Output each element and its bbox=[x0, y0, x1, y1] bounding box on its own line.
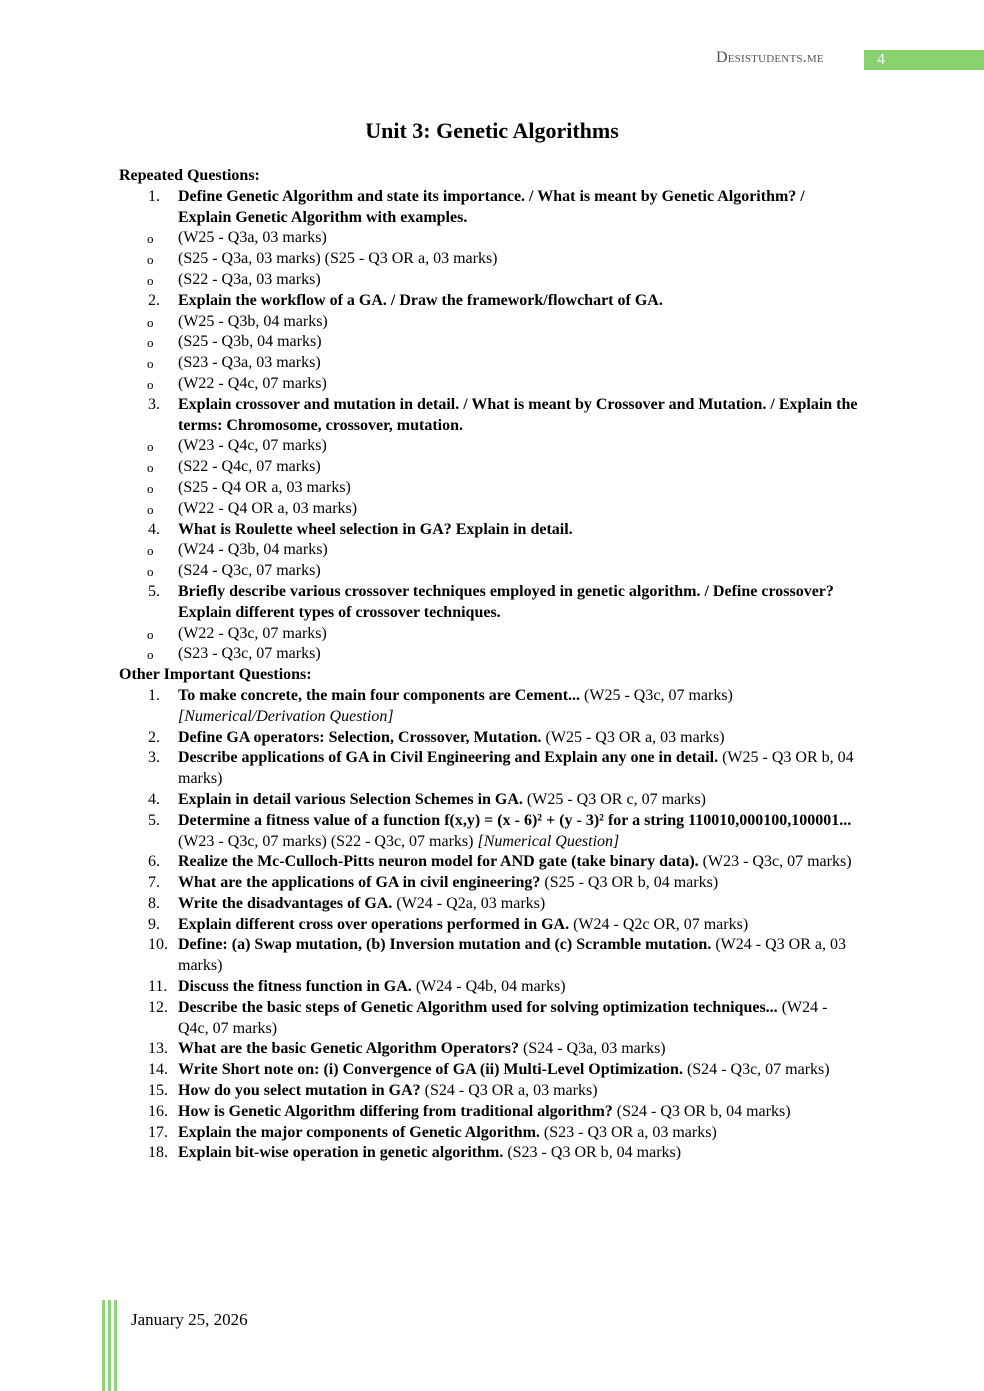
exam-reference: (W24 - Q4c, 07 marks) bbox=[178, 998, 828, 1037]
exam-reference bbox=[119, 312, 859, 333]
exam-reference: (W25 - Q3 OR a, 03 marks) bbox=[545, 728, 725, 746]
footer-bar bbox=[108, 1300, 111, 1391]
repeated-question-item bbox=[119, 395, 859, 437]
page-number-badge: 4 bbox=[864, 50, 984, 70]
circle-bullet-icon: o bbox=[147, 252, 154, 268]
circle-bullet-icon: o bbox=[147, 460, 154, 476]
question-text: Explain crossover and mutation in detail. / What is meant by Crossover and Mutation. / Explain the terms: Chromosome, crossover, mutation. bbox=[178, 395, 858, 434]
other-question-item bbox=[119, 935, 859, 977]
question-number: 12. bbox=[148, 998, 168, 1016]
question-type-note: [Numerical Question] bbox=[477, 832, 620, 850]
question-text: Explain the workflow of a GA. / Draw the framework/flowchart of GA. bbox=[178, 291, 663, 309]
other-question-item bbox=[119, 915, 859, 936]
question-text: To make concrete, the main four components are Cement... bbox=[178, 686, 581, 704]
other-question-item bbox=[119, 894, 859, 915]
question-text: Briefly describe various crossover techniques employed in genetic algorithm. / Define crossover? Explain different types of crossover techniques. bbox=[178, 582, 834, 621]
question-number: 3. bbox=[148, 749, 160, 767]
question-text: Define: (a) Swap mutation, (b) Inversion mutation and (c) Scramble mutation. bbox=[178, 936, 712, 954]
other-questions-list bbox=[119, 686, 859, 1164]
question-number: 2. bbox=[148, 728, 160, 746]
footer-bar bbox=[114, 1300, 117, 1391]
exam-reference: (W24 - Q3 OR a, 03 marks) bbox=[178, 936, 846, 975]
circle-bullet-icon: o bbox=[147, 564, 154, 580]
exam-reference: (W23 - Q3c, 07 marks) (S22 - Q3c, 07 marks) bbox=[178, 832, 474, 850]
exam-reference: (S23 - Q3 OR b, 04 marks) bbox=[507, 1144, 682, 1162]
circle-bullet-icon: o bbox=[147, 356, 154, 372]
question-text: What are the applications of GA in civil engineering? bbox=[178, 874, 541, 892]
question-refs bbox=[119, 624, 859, 666]
exam-reference: (W24 - Q2a, 03 marks) bbox=[396, 894, 546, 912]
reference-text: (W25 - Q3b, 04 marks) bbox=[178, 312, 328, 330]
exam-reference: (S25 - Q3 OR b, 04 marks) bbox=[544, 874, 719, 892]
reference-text: (W24 - Q3b, 04 marks) bbox=[178, 541, 328, 559]
circle-bullet-icon: o bbox=[147, 647, 154, 663]
other-question-item bbox=[119, 728, 859, 749]
reference-text: (S24 - Q3c, 07 marks) bbox=[178, 562, 321, 580]
exam-reference bbox=[119, 270, 859, 291]
question-number: 1. bbox=[148, 187, 160, 205]
exam-reference: (S24 - Q3 OR a, 03 marks) bbox=[424, 1082, 598, 1100]
question-text: How do you select mutation in GA? bbox=[178, 1082, 421, 1100]
other-question-item bbox=[119, 852, 859, 873]
exam-reference: (S24 - Q3 OR b, 04 marks) bbox=[616, 1102, 791, 1120]
exam-reference bbox=[119, 353, 859, 374]
other-question-item bbox=[119, 1081, 859, 1102]
exam-reference: (S24 - Q3a, 03 marks) bbox=[522, 1040, 666, 1058]
question-text: What are the basic Genetic Algorithm Operators? bbox=[178, 1040, 519, 1058]
circle-bullet-icon: o bbox=[147, 480, 154, 496]
question-number: 9. bbox=[148, 915, 160, 933]
exam-reference: (S24 - Q3c, 07 marks) bbox=[686, 1061, 830, 1079]
other-question-item bbox=[119, 1143, 859, 1164]
question-text: Explain different cross over operations performed in GA. bbox=[178, 915, 570, 933]
question-text: Define Genetic Algorithm and state its importance. / What is meant by Genetic Algorithm? / Explain Genetic Algorithm with examples. bbox=[178, 187, 805, 226]
circle-bullet-icon: o bbox=[147, 501, 154, 517]
other-question-item bbox=[119, 1102, 859, 1123]
circle-bullet-icon: o bbox=[147, 376, 154, 392]
exam-reference bbox=[119, 374, 859, 395]
other-question-item bbox=[119, 873, 859, 894]
exam-reference bbox=[119, 540, 859, 561]
exam-reference bbox=[119, 499, 859, 520]
other-question-item bbox=[119, 1039, 859, 1060]
repeated-question-item bbox=[119, 582, 859, 624]
exam-reference: (W25 - Q3 OR b, 04 marks) bbox=[178, 749, 854, 788]
exam-reference bbox=[119, 436, 859, 457]
reference-text: (S25 - Q3b, 04 marks) bbox=[178, 333, 322, 351]
question-number: 6. bbox=[148, 853, 160, 871]
question-text: Write the disadvantages of GA. bbox=[178, 894, 393, 912]
question-number: 13. bbox=[148, 1040, 168, 1058]
question-number: 4. bbox=[148, 790, 160, 808]
question-text: Discuss the fitness function in GA. bbox=[178, 978, 412, 996]
question-refs bbox=[119, 540, 859, 582]
exam-reference bbox=[119, 228, 859, 249]
exam-reference bbox=[119, 624, 859, 645]
question-number: 14. bbox=[148, 1061, 168, 1079]
circle-bullet-icon: o bbox=[147, 272, 154, 288]
other-question-item bbox=[119, 811, 859, 853]
exam-reference bbox=[119, 332, 859, 353]
question-text: Describe the basic steps of Genetic Algorithm used for solving optimization techniques... bbox=[178, 998, 778, 1016]
question-text: Explain the major components of Genetic Algorithm. bbox=[178, 1123, 540, 1141]
question-text: What is Roulette wheel selection in GA? Explain in detail. bbox=[178, 520, 573, 538]
reference-text: (W22 - Q4 OR a, 03 marks) bbox=[178, 499, 358, 517]
question-refs bbox=[119, 228, 859, 290]
footer-date: January 25, 2026 bbox=[131, 1310, 248, 1329]
question-text: Explain bit-wise operation in genetic algorithm. bbox=[178, 1144, 504, 1162]
question-number: 5. bbox=[148, 811, 160, 829]
other-question-item bbox=[119, 1123, 859, 1144]
exam-reference: (S23 - Q3 OR a, 03 marks) bbox=[543, 1123, 717, 1141]
question-type-note: [Numerical/Derivation Question] bbox=[178, 707, 394, 725]
question-number: 3. bbox=[148, 395, 160, 413]
question-text: Describe applications of GA in Civil Engineering and Explain any one in detail. bbox=[178, 749, 719, 767]
repeated-question-item bbox=[119, 520, 859, 541]
exam-reference: (W25 - Q3 OR c, 07 marks) bbox=[526, 790, 706, 808]
exam-reference bbox=[119, 561, 859, 582]
question-refs bbox=[119, 436, 859, 519]
exam-reference bbox=[119, 478, 859, 499]
circle-bullet-icon: o bbox=[147, 543, 154, 559]
question-text: Write Short note on: (i) Convergence of GA (ii) Multi-Level Optimization. bbox=[178, 1061, 683, 1079]
header-brand: Desistudents.me bbox=[716, 49, 824, 66]
question-number: 18. bbox=[148, 1144, 168, 1162]
reference-text: (S23 - Q3c, 07 marks) bbox=[178, 645, 321, 663]
reference-text: (W23 - Q4c, 07 marks) bbox=[178, 437, 327, 455]
exam-reference: (W25 - Q3c, 07 marks) bbox=[584, 686, 733, 704]
circle-bullet-icon: o bbox=[147, 439, 154, 455]
question-number: 17. bbox=[148, 1123, 168, 1141]
question-number: 10. bbox=[148, 936, 168, 954]
exam-reference: (W23 - Q3c, 07 marks) bbox=[702, 853, 852, 871]
other-question-item bbox=[119, 1060, 859, 1081]
reference-text: (S22 - Q4c, 07 marks) bbox=[178, 458, 321, 476]
page-title: Unit 3: Genetic Algorithms bbox=[365, 118, 619, 143]
question-number: 4. bbox=[148, 520, 160, 538]
exam-reference: (W24 - Q4b, 04 marks) bbox=[415, 978, 566, 996]
reference-text: (W22 - Q3c, 07 marks) bbox=[178, 624, 327, 642]
question-text: Determine a fitness value of a function f(x,y) = (x - 6)² + (y - 3)² for a string 110010,000100,100001... bbox=[178, 811, 852, 829]
question-text: Explain in detail various Selection Schemes in GA. bbox=[178, 790, 523, 808]
reference-text: (S22 - Q3a, 03 marks) bbox=[178, 270, 321, 288]
exam-reference bbox=[119, 457, 859, 478]
circle-bullet-icon: o bbox=[147, 231, 154, 247]
reference-text: (S23 - Q3a, 03 marks) bbox=[178, 354, 321, 372]
question-number: 16. bbox=[148, 1102, 168, 1120]
reference-text: (S25 - Q3a, 03 marks) (S25 - Q3 OR a, 03 marks) bbox=[178, 250, 498, 268]
footer-bar bbox=[102, 1300, 105, 1391]
document-body bbox=[119, 166, 859, 1164]
reference-text: (W25 - Q3a, 03 marks) bbox=[178, 229, 327, 247]
other-question-item bbox=[119, 790, 859, 811]
reference-text: (W22 - Q4c, 07 marks) bbox=[178, 374, 327, 392]
question-text: Define GA operators: Selection, Crossover, Mutation. bbox=[178, 728, 542, 746]
other-questions-heading: Other Important Questions: bbox=[119, 666, 312, 684]
exam-reference: (W24 - Q2c OR, 07 marks) bbox=[573, 915, 749, 933]
question-number: 1. bbox=[148, 686, 160, 704]
exam-reference bbox=[119, 249, 859, 270]
question-number: 2. bbox=[148, 291, 160, 309]
exam-reference bbox=[119, 644, 859, 665]
other-question-item bbox=[119, 748, 859, 790]
question-number: 11. bbox=[148, 978, 168, 996]
question-number: 15. bbox=[148, 1082, 168, 1100]
question-text: How is Genetic Algorithm differing from traditional algorithm? bbox=[178, 1102, 613, 1120]
repeated-question-item bbox=[119, 187, 859, 229]
question-number: 7. bbox=[148, 874, 160, 892]
reference-text: (S25 - Q4 OR a, 03 marks) bbox=[178, 478, 351, 496]
other-question-item bbox=[119, 686, 859, 728]
question-refs bbox=[119, 312, 859, 395]
question-number: 8. bbox=[148, 894, 160, 912]
repeated-questions-list bbox=[119, 187, 859, 665]
repeated-question-item bbox=[119, 291, 859, 312]
repeated-questions-heading: Repeated Questions: bbox=[119, 167, 260, 184]
question-text: Realize the Mc-Culloch-Pitts neuron model for AND gate (take binary data). bbox=[178, 853, 699, 871]
other-question-item bbox=[119, 998, 859, 1040]
circle-bullet-icon: o bbox=[147, 626, 154, 642]
circle-bullet-icon: o bbox=[147, 335, 154, 351]
other-question-item bbox=[119, 977, 859, 998]
footer-accent-bars bbox=[102, 1300, 118, 1391]
question-number: 5. bbox=[148, 582, 160, 600]
circle-bullet-icon: o bbox=[147, 314, 154, 330]
